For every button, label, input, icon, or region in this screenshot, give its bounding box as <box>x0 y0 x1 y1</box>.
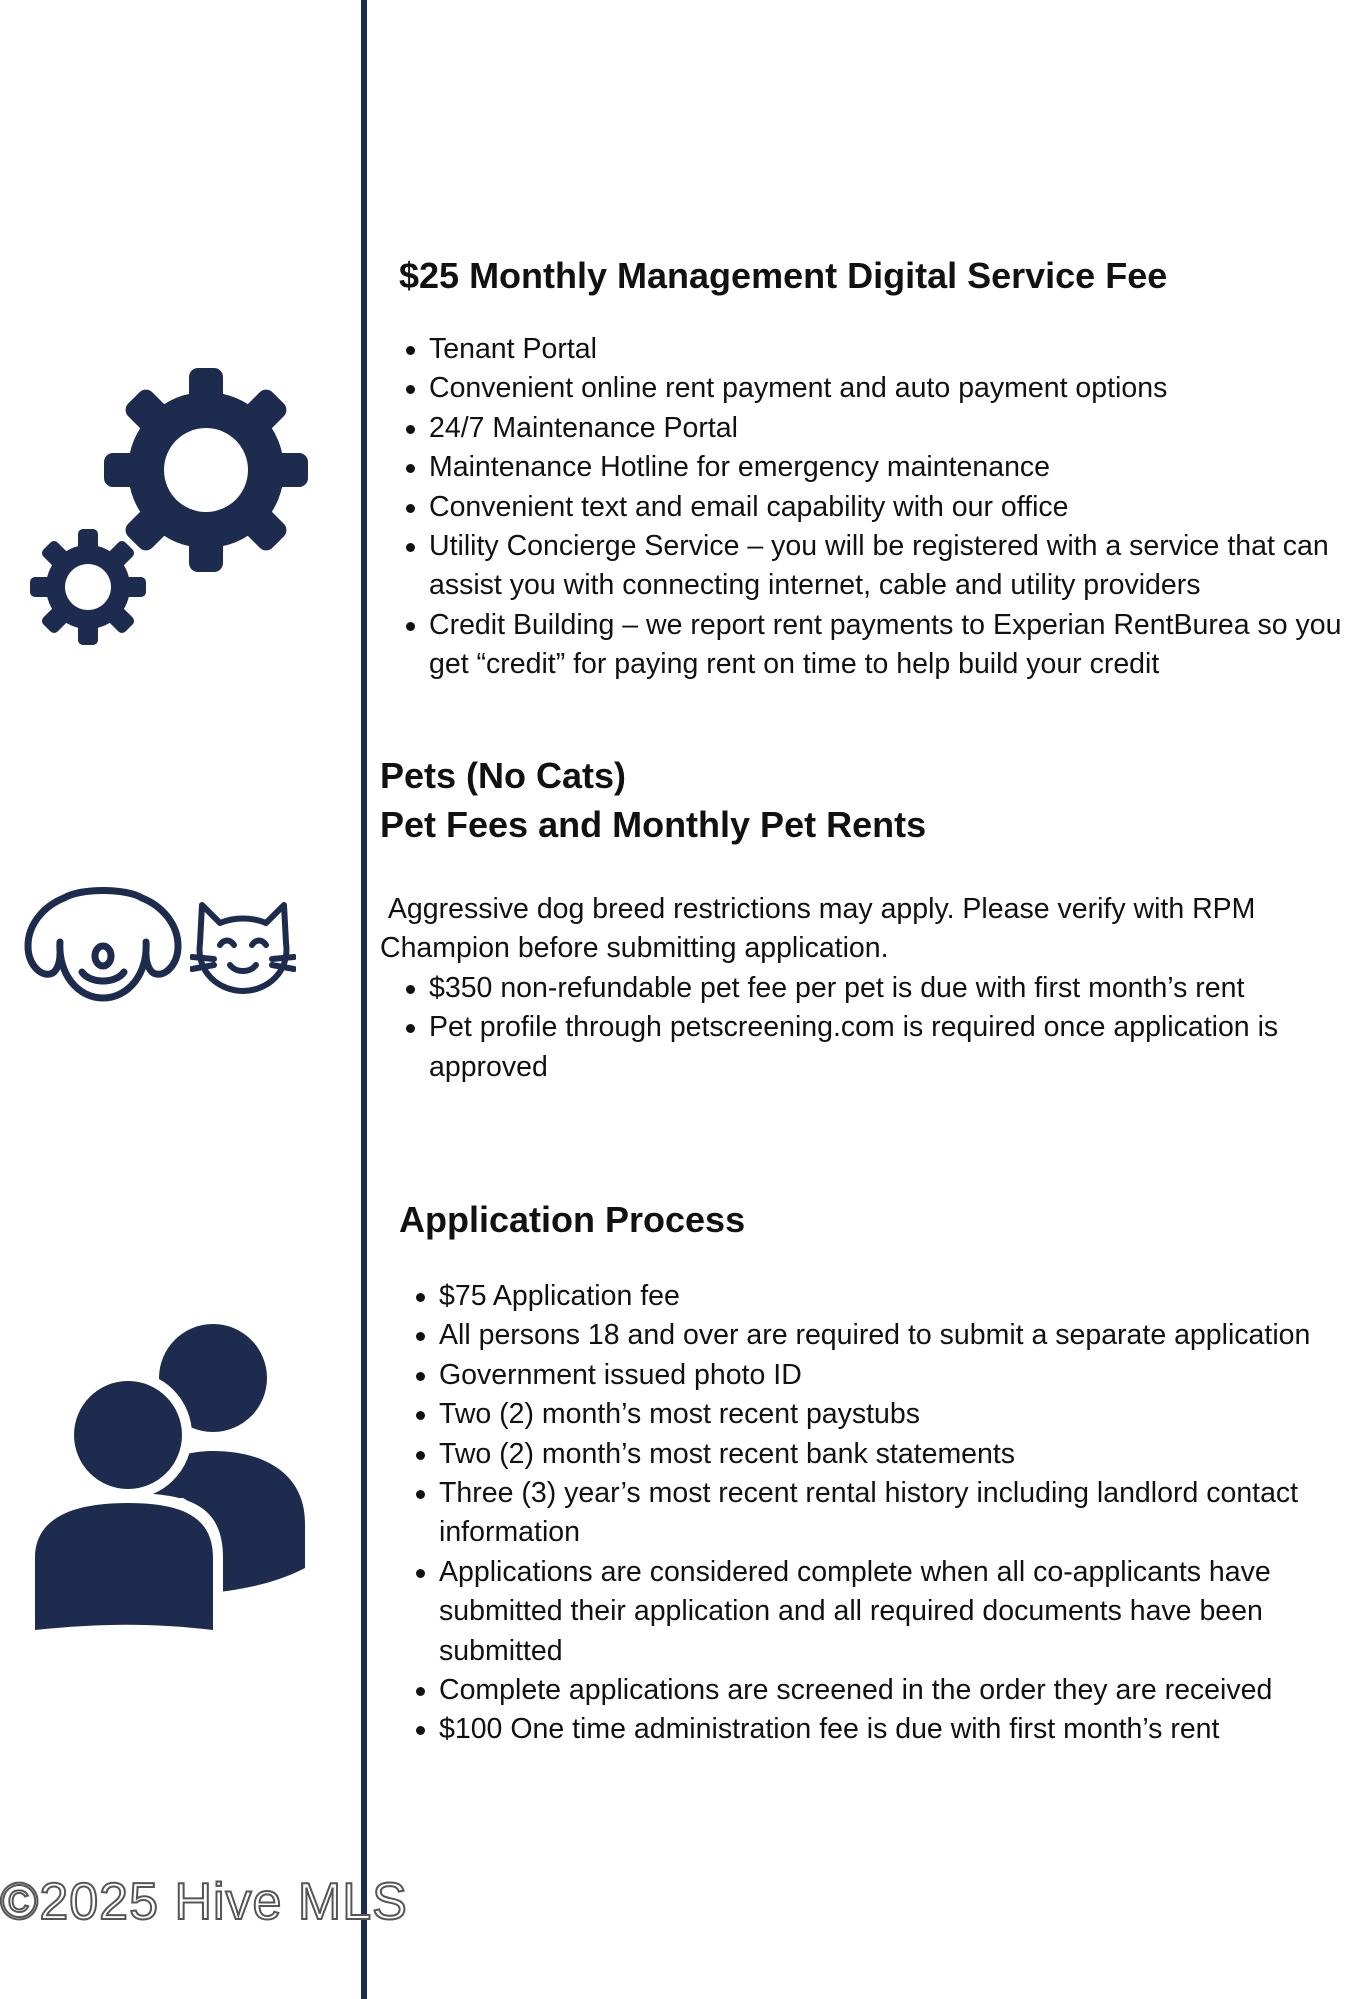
pets-intro: Aggressive dog breed restrictions may apply. Please verify with RPM Champion before submitting application. <box>380 893 1264 965</box>
list-item: Maintenance Hotline for emergency maintenance <box>401 448 1351 487</box>
list-item: Government issued photo ID <box>411 1356 1353 1395</box>
list-item: $350 non-refundable pet fee per pet is due with first month’s rent <box>401 969 1341 1008</box>
list-item: Utility Concierge Service – you will be registered with a service that can assist you with connecting internet, cable and utility providers <box>401 527 1351 606</box>
list-item: Credit Building – we report rent payments to Experian RentBurea so you get “credit” for paying rent on time to help build your credit <box>401 606 1351 685</box>
list-item: Tenant Portal <box>401 330 1351 369</box>
list-item: $100 One time administration fee is due with first month’s rent <box>411 1710 1353 1749</box>
list-item: Two (2) month’s most recent bank statements <box>411 1435 1353 1474</box>
list-item: All persons 18 and over are required to submit a separate application <box>411 1316 1353 1355</box>
gears-icon <box>25 365 315 655</box>
service-feature-list <box>401 330 1351 685</box>
watermark: ©2025 Hive MLS <box>0 1873 408 1931</box>
people-icon <box>33 1323 308 1630</box>
list-item: Applications are considered complete when all co-applicants have submitted their application and all required documents have been submitted <box>411 1553 1353 1671</box>
application-requirements-list <box>411 1277 1353 1750</box>
list-item: Three (3) year’s most recent rental history including landlord contact information <box>411 1474 1353 1553</box>
list-item: 24/7 Maintenance Portal <box>401 409 1351 448</box>
service-fee-title: $25 Monthly Management Digital Service Fee <box>399 255 1168 296</box>
pets-title-line2: Pet Fees and Monthly Pet Rents <box>380 804 927 845</box>
dog-icon <box>22 884 184 1004</box>
pets-title-line1: Pets (No Cats) <box>380 755 627 796</box>
cat-icon <box>190 893 296 997</box>
list-item: Pet profile through petscreening.com is required once application is approved <box>401 1008 1341 1087</box>
application-title: Application Process <box>399 1199 746 1240</box>
vertical-divider <box>361 0 367 1999</box>
list-item: Complete applications are screened in the order they are received <box>411 1671 1353 1710</box>
list-item: Convenient online rent payment and auto payment options <box>401 369 1351 408</box>
list-item: $75 Application fee <box>411 1277 1353 1316</box>
list-item: Convenient text and email capability with our office <box>401 488 1351 527</box>
list-item: Two (2) month’s most recent paystubs <box>411 1395 1353 1434</box>
pet-fee-list <box>401 969 1341 1087</box>
